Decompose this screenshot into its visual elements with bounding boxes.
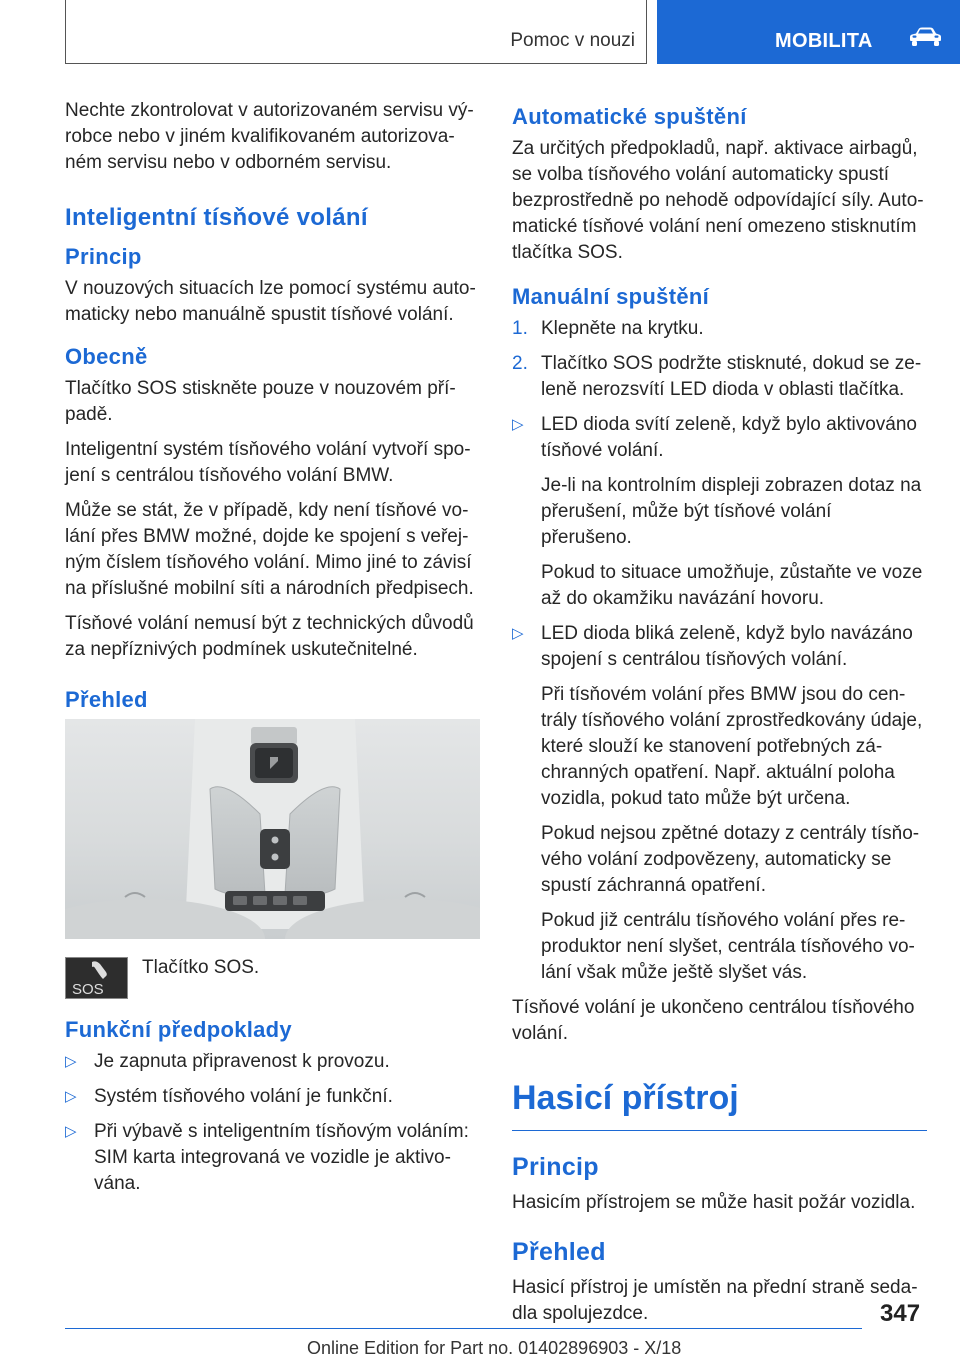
triangle-bullet-icon: ▷ <box>512 416 524 433</box>
step-item: 2. Tlačítko SOS podržte stisknuté, dokud se zeleně nerozsvítí LED dioda v oblasti tlačítka. <box>512 353 922 400</box>
footer-divider <box>65 1328 862 1329</box>
end-call-paragraph: Tísňové volání je ukončeno centrálou tísňového volání. <box>512 997 915 1044</box>
triangle-bullet-icon: ▷ <box>65 1088 77 1105</box>
header-tab-label: MOBILITA <box>775 30 873 52</box>
sub-paragraph: Je-li na kontrolním displeji zobrazen dotaz na přerušení, může být tísňové volání přerušeno. <box>541 475 922 548</box>
prehled-2-paragraph: Hasicí přístroj je umístěn na přední straně sedadla spolujezdce. <box>512 1277 918 1324</box>
obecne-paragraph-2: Inteligentní systém tísňového volání vytvoří spojení s centrálou tísňového volání BMW. <box>65 439 471 486</box>
step-number: 1. <box>512 318 528 339</box>
heading-princip-2: Princip <box>512 1153 599 1181</box>
list-item: ▷ Je zapnuta připravenost k provozu. <box>65 1049 480 1075</box>
obecne-paragraph-3: Může se stát, že v případě, kdy není tísňové volání přes BMW možné, dojde ke spojení s veřejným číslem tísňového volání. Mimo jiné to závisí na příslušné mobilní síti a národních předpisech. <box>65 500 474 599</box>
list-item: ▷ Systém tísňového volání je funkční. <box>65 1084 480 1110</box>
chapter-heading-extinguisher: Hasicí přístroj <box>512 1079 927 1131</box>
list-item: ▷ LED dioda bliká zeleně, když bylo navázáno spojení s centrálou tísňových volání. Při tísňovém volání přes BMW jsou do centrály tísňového volání zprostředkovány údaje, které slouží ke stanovení potřebných záchranných opatření. Např. aktuální poloha vozidla, pokud tato může být určena. Pokud nejsou zpětné dotazy z centrály tísňového volání zodpovězeny, automaticky se spustí záchranná opatření. Pokud již centrálu tísňového volání přes reproduktor není slyšet, centrála tísňového volání však může ještě slyšet vás. <box>512 621 927 986</box>
sos-icon-label: SOS <box>72 981 104 998</box>
princip-paragraph: V nouzových situacích lze pomocí systému automaticky nebo manuálně spustit tísňové volání. <box>65 278 476 325</box>
image-caption-row <box>65 957 480 1007</box>
heading-manual-start: Manuální spuštění <box>512 284 710 309</box>
right-column <box>512 98 927 1336</box>
heading-princip: Princip <box>65 244 142 269</box>
triangle-bullet-icon: ▷ <box>512 625 524 642</box>
sos-button-icon <box>65 957 128 999</box>
heading-auto-start: Automatické spuštění <box>512 104 747 129</box>
sos-overview-photo <box>65 719 480 939</box>
triangle-bullet-icon: ▷ <box>65 1053 77 1070</box>
image-caption: Tlačítko SOS. <box>142 957 260 978</box>
sub-paragraph: Pokud to situace umožňuje, zůstaňte ve voze až do okamžiku navázání hovoru. <box>541 562 923 609</box>
car-icon <box>907 26 943 53</box>
princip-2-paragraph: Hasicím přístrojem se může hasit požár vozidla. <box>512 1192 916 1213</box>
sub-paragraph: Při tísňovém volání přes BMW jsou do centrály tísňového volání zprostředkovány údaje, které slouží ke stanovení potřebných záchranných opatření. Např. aktuální poloha vozidla, pokud tato může být určena. <box>541 684 923 809</box>
header-tab-mobilita[interactable] <box>657 0 960 64</box>
obecne-paragraph-1: Tlačítko SOS stiskněte pouze v nouzovém případě. <box>65 378 456 425</box>
heading-prehled-2: Přehled <box>512 1238 606 1266</box>
heading-obecne: Obecně <box>65 344 148 369</box>
header-section-title: Pomoc v nouzi <box>510 30 635 51</box>
intro-paragraph: Nechte zkontrolovat v autorizovaném servisu výrobce nebo v jiném kvalifikovaném autorizovaném servisu nebo v odborném servisu. <box>65 100 474 173</box>
sub-paragraph: Pokud nejsou zpětné dotazy z centrály tísňového volání zodpovězeny, automaticky se spustí záchranná opatření. <box>541 823 920 896</box>
footer-edition: Online Edition for Part no. 01402896903 - X/18 <box>307 1338 682 1358</box>
step-item: 1. Klepněte na krytku. <box>512 316 927 342</box>
left-column <box>65 98 480 1206</box>
sub-paragraph: Pokud již centrálu tísňového volání přes reproduktor není slyšet, centrála tísňového volání však může ještě slyšet vás. <box>541 910 915 983</box>
page-number: 347 <box>880 1300 921 1327</box>
obecne-paragraph-4: Tísňové volání nemusí být z technických důvodů za nepříznivých podmínek uskutečnitelné. <box>65 613 474 660</box>
auto-start-paragraph: Za určitých předpokladů, např. aktivace airbagů, se volba tísňového volání automaticky spustí bezprostředně po nehodě odpovídající síly. Automatické tísňové volání není omezeno stisknutím tlačítka SOS. <box>512 138 924 263</box>
triangle-bullet-icon: ▷ <box>65 1123 77 1140</box>
step-number: 2. <box>512 353 528 374</box>
list-item: ▷ Při výbavě s inteligentním tísňovým voláním: SIM karta integrovaná ve vozidle je aktivována. <box>65 1121 469 1194</box>
section-heading-emergency-call: Inteligentní tísňové volání <box>65 204 368 231</box>
heading-funkcni: Funkční předpoklady <box>65 1017 292 1042</box>
list-item: ▷ LED dioda svítí zeleně, když bylo aktivováno tísňové volání. Je-li na kontrolním displeji zobrazen dotaz na přerušení, může být tísňové volání přerušeno. Pokud to situace umožňuje, zůstaňte ve voze až do okamžiku navázání hovoru. <box>512 412 927 612</box>
heading-prehled: Přehled <box>65 687 148 712</box>
